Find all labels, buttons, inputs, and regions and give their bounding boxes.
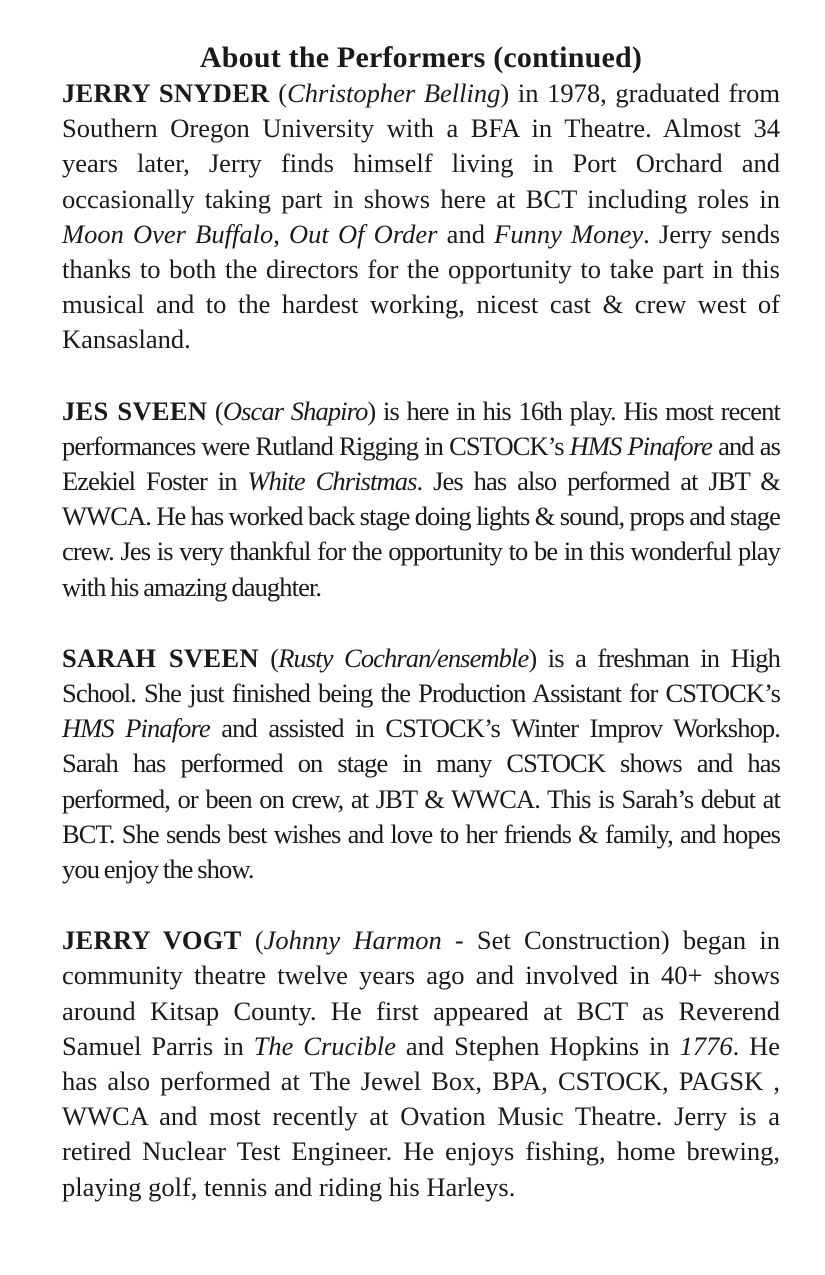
bio-text: in 1978, graduated from Southern Oregon University with a BFA in Theatre. Almost 34 years later, Jerry finds himself living in Port Orchard and occasionally taking part in shows here at BCT including roles in [62,78,780,214]
character-name: Christopher Belling [287,78,501,108]
bio-text: and assisted in CSTOCK’s Winter Improv Workshop. Sarah has performed on stage in many CSTOCK shows and has performed, or been on crew, at JBT & WWCA. This is Sarah’s debut at BCT. She sends best wishes and love to her friends & family, and hopes you enjoy the show. [62,713,780,885]
bio-jerry-snyder: JERRY SNYDER (Christopher Belling) in 1978, graduated from Southern Oregon University with a BFA in Theatre. Almost 34 years later, Jerry finds himself living in Port Orchard and occasionally taking part in shows here at BCT including roles in Moon Over Buffalo, Out Of Order and Funny Money. Jerry sends thanks to both the directors for the opportunity to take part in this musical and to the hardest working, nicest cast & crew west of Kansasland. [62,78,781,355]
bio-text: and as Ezekiel Foster in [62,430,780,497]
character-name: Johnny Harmon [263,925,442,956]
performer-name: JERRY VOGT [62,925,242,956]
show-title: HMS Pinafore [62,713,210,744]
bio-text: and [437,218,495,249]
show-title: Funny Money [494,218,644,249]
performer-name: JES SVEEN [62,395,208,426]
program-page [62,40,780,1205]
page-heading: About the Performers (continued) [199,41,643,74]
show-title: HMS Pinafore [569,430,713,461]
crew-role: - Set Construction [441,925,661,956]
show-title: Out Of Order [289,218,438,249]
show-title: Moon Over Buffalo [62,218,274,249]
bio-text: is here in his 16th play. His most recent performances were Rutland Rigging in CSTOCK’s [62,395,780,461]
bio-sarah-sveen: SARAH SVEEN (Rusty Cochran/ensemble) is a freshman in High School. She just finished being the Production Assistant for CSTOCK’s HMS Pinafore and assisted in CSTOCK’s Winter Improv Workshop. Sarah has performed on stage in many CSTOCK shows and has performed, or been on crew, at JBT & WWCA. This is Sarah’s debut at BCT. She sends best wishes and love to her friends & family, and hopes you enjoy the show. [62,642,780,885]
show-title: The Crucible [253,1030,397,1061]
show-title: White Christmas [247,466,417,497]
performer-name: JERRY SNYDER [62,78,270,108]
bio-text: , [273,218,290,249]
show-title: 1776 [679,1030,733,1061]
bio-text: is a freshman in High School. She just finished being the Production Assistant for CSTOCK’s [62,642,780,709]
performer-name: SARAH SVEEN [62,642,259,673]
bio-text: . He has also performed at The Jewel Box, BPA, CSTOCK, PAGSK , WWCA and most recently at Ovation Music Theatre. Jerry is a retired Nuclear Test Engineer. He enjoys fishing, home brewing, playing golf, tennis and riding his Harleys. [62,1030,780,1202]
bio-jerry-vogt: JERRY VOGT (Johnny Harmon - Set Construction) began in community theatre twelve years ago and involved in 40+ shows around Kitsap County. He first appeared at BCT as Reverend Samuel Parris in The Crucible and Stephen Hopkins in 1776. He has also performed at The Jewel Box, BPA, CSTOCK, PAGSK , WWCA and most recently at Ovation Music Theatre. Jerry is a retired Nuclear Test Engineer. He enjoys fishing, home brewing, playing golf, tennis and riding his Harleys. [62,925,780,1202]
character-name: Oscar Shapiro [222,395,368,426]
character-name: Rusty Cochran/ensemble [278,642,529,673]
bio-text: . Jes has also performed at JBT & WWCA. He has worked back stage doing lights & sound, props and stage crew. Jes is very thankful for the opportunity to be in this wonderful play with his amazing daughter. [62,466,780,602]
bio-jes-sveen: JES SVEEN (Oscar Shapiro) is here in his 16th play. His most recent performances were Rutland Rigging in CSTOCK’s HMS Pinafore and as Ezekiel Foster in White Christmas. Jes has also performed at JBT & WWCA. He has worked back stage doing lights & sound, props and stage crew. Jes is very thankful for the opportunity to be in this wonderful play with his amazing daughter. [62,395,780,602]
bio-text: . Jerry sends thanks to both the directors for the opportunity to take part in this musical and to the hardest working, nicest cast & crew west of Kansasland. [62,218,781,355]
bio-text: began in community theatre twelve years ago and involved in 40+ shows around Kitsap County. He first appeared at BCT as Reverend Samuel Parris in [62,925,780,1061]
bio-text: and Stephen Hopkins in [396,1030,680,1061]
